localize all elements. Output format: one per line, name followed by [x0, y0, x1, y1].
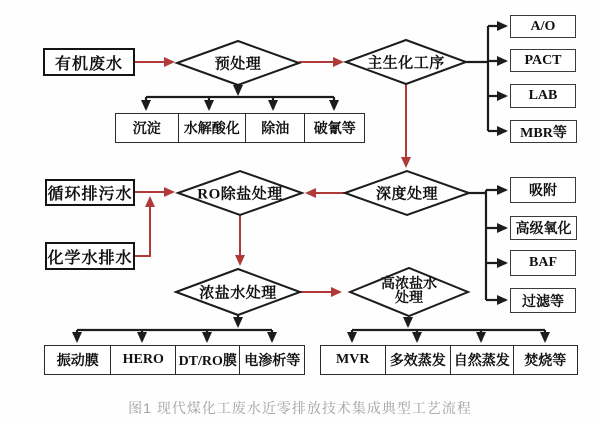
main-biochemical-label: 主生化工序: [367, 55, 445, 72]
method-electrodialysis: 电渗析等: [239, 346, 304, 374]
method-dtro-membrane: DT/RO膜: [175, 346, 240, 374]
pretreatment-methods-strip: [115, 113, 365, 143]
method-baf: BAF: [510, 250, 576, 276]
high-brine-methods-strip: [320, 345, 578, 375]
node-organic-wastewater: 有机废水: [43, 48, 135, 76]
method-natural-evaporation: 自然蒸发: [450, 346, 513, 374]
method-mvr: MVR: [336, 352, 370, 367]
method-filtration: 过滤等: [510, 288, 576, 313]
ro-desalination-label: RO除盐处理: [197, 186, 283, 203]
high-conc-brine-line1: 高浓盐水: [381, 277, 437, 292]
high-conc-brine-line2: 处理: [395, 291, 423, 306]
method-oil-removal: 除油: [245, 114, 305, 142]
arrow-chemical-to-ro: [135, 198, 150, 256]
concentrated-brine-label: 浓盐水处理: [199, 285, 277, 302]
method-lab: LAB: [510, 84, 576, 108]
method-ao: A/O: [510, 15, 576, 38]
method-cyanide-breaking: 破氰等: [304, 114, 364, 142]
method-vibration-membrane: 振动膜: [56, 354, 99, 369]
advanced-treatment-label: 深度处理: [375, 186, 439, 203]
method-incineration: 焚烧等: [513, 346, 578, 374]
method-sedimentation: 沉淀: [132, 122, 161, 137]
node-circulating-blowdown: 循环排污水: [45, 179, 135, 206]
method-hydrolysis-acidification: 水解酸化: [178, 114, 245, 142]
method-advanced-oxidation: 高级氧化: [510, 216, 577, 240]
method-multieffect-evaporation: 多效蒸发: [385, 346, 450, 374]
high-conc-brine-label: [381, 278, 437, 306]
method-adsorption: 吸附: [510, 177, 576, 203]
pretreatment-label: 预处理: [214, 56, 262, 73]
method-mbr: MBR等: [510, 120, 577, 143]
method-pact: PACT: [510, 49, 576, 72]
method-hero: HERO: [110, 346, 175, 374]
node-chemical-water-drain: 化学水排水: [45, 242, 135, 270]
brine-methods-strip: [44, 345, 305, 375]
figure-caption: 图1 现代煤化工废水近零排放技术集成典型工艺流程: [128, 400, 472, 416]
